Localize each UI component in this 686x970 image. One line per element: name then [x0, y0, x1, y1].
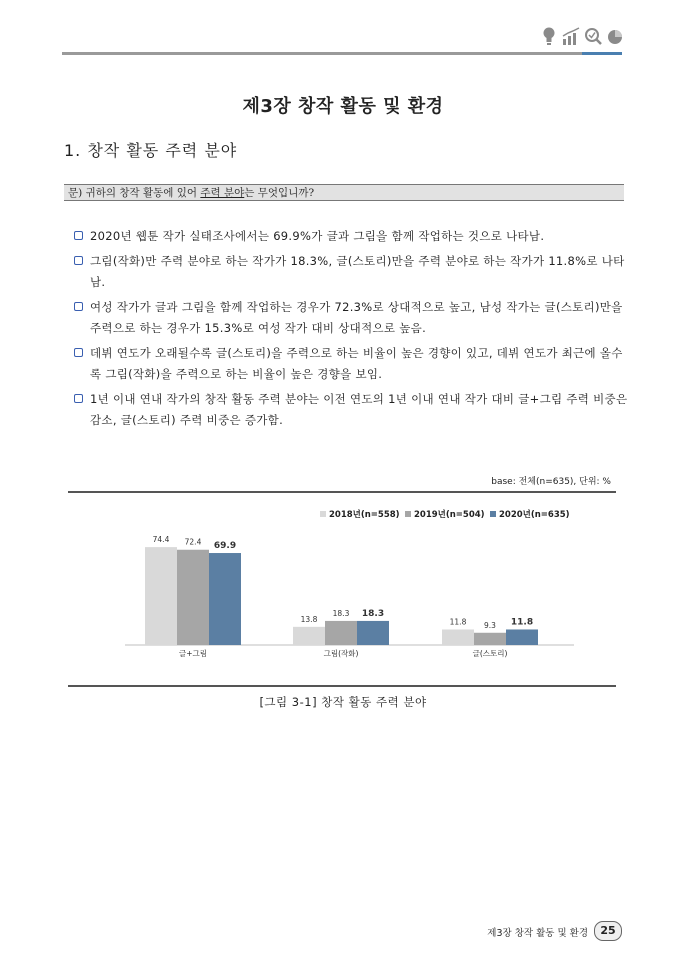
base-note: base: 전체(n=635), 단위: % — [491, 477, 611, 487]
bullet-text: 1년 이내 연내 작가의 창작 활동 주력 분야는 이전 연도의 1년 이내 연내 작가 대비 글+그림 주력 비중은 감소, 글(스토리) 주력 비중은 증가함. — [90, 392, 628, 427]
question-suffix: 는 무엇입니까? — [244, 187, 315, 199]
legend-swatch — [405, 511, 411, 517]
data-label: 11.8 — [449, 617, 467, 627]
data-label: 18.3 — [332, 608, 350, 618]
legend-label: 2019년(n=504) — [414, 510, 485, 520]
bar — [209, 553, 241, 645]
data-label: 18.3 — [361, 608, 385, 619]
legend-label: 2020년(n=635) — [499, 510, 570, 520]
footer-chapter: 제3장 창작 활동 및 환경 — [487, 928, 588, 939]
magnifier-check-icon — [584, 26, 602, 46]
legend-swatch — [320, 511, 326, 517]
data-label: 74.4 — [152, 535, 170, 545]
bullet-item — [74, 251, 629, 293]
bar — [506, 629, 538, 645]
bullet-text: 데뷔 연도가 오래될수록 글(스토리)을 주력으로 하는 비율이 높은 경향이 있고, 데뷔 연도가 최근에 올수록 그림(작화)을 주력으로 하는 비율이 높은 경향을 보임. — [90, 346, 623, 381]
figure-caption: [그림 3-1] 창작 활동 주력 분야 — [259, 695, 427, 709]
bullet-text: 그림(작화)만 주력 분야로 하는 작가가 18.3%, 글(스토리)만을 주력 분야로 하는 작가가 11.8%로 나타남. — [90, 254, 625, 289]
page-number: 25 — [594, 921, 622, 941]
question-prefix: 문) 귀하의 창작 활동에 있어 — [68, 187, 201, 199]
data-label: 72.4 — [184, 537, 202, 547]
legend-swatch — [490, 511, 496, 517]
bar — [442, 629, 474, 645]
header-rule-accent — [582, 52, 622, 55]
bar — [325, 621, 357, 645]
checkbox-square-icon — [74, 394, 83, 403]
checkbox-square-icon — [74, 231, 83, 240]
checkbox-square-icon — [74, 256, 83, 265]
pie-chart-icon — [606, 26, 624, 46]
question-box — [64, 184, 624, 201]
bar — [474, 633, 506, 645]
legend-label: 2018년(n=558) — [329, 510, 400, 520]
bullet-list — [74, 226, 629, 435]
bar — [177, 550, 209, 645]
data-label: 69.9 — [213, 541, 237, 552]
category-label: 그림(작화) — [323, 649, 359, 658]
bullet-item — [74, 297, 629, 339]
header-icons — [540, 26, 624, 46]
bar — [293, 627, 325, 645]
bar-chart-icon — [562, 26, 580, 46]
bar — [357, 621, 389, 645]
bullet-item — [74, 389, 629, 431]
section-title: 1. 창작 활동 주력 분야 — [64, 141, 238, 160]
checkbox-square-icon — [74, 302, 83, 311]
chapter-title: 제3장 창작 활동 및 환경 — [242, 96, 444, 117]
data-label: 13.8 — [300, 614, 318, 624]
bullet-text: 여성 작가가 글과 그림을 함께 작업하는 경우가 72.3%로 상대적으로 높고, 남성 작가는 글(스토리)만을 주력으로 하는 경우가 15.3%로 여성 작가 대비 상대적으로 높음. — [90, 300, 623, 335]
bullet-item — [74, 226, 629, 247]
category-label: 글(스토리) — [472, 649, 508, 658]
chart-rule-bottom — [68, 685, 616, 687]
bar — [145, 547, 177, 645]
bar-chart — [68, 493, 616, 685]
question-underlined: 주력 분야 — [200, 187, 245, 199]
bullet-text: 2020년 웹툰 작가 실태조사에서는 69.9%가 글과 그림을 함께 작업하는 것으로 나타남. — [90, 229, 545, 243]
category-label: 글+그림 — [178, 649, 208, 658]
header-rule — [62, 52, 622, 55]
data-label: 9.3 — [484, 620, 496, 630]
bullet-item — [74, 343, 629, 385]
lightbulb-icon — [540, 26, 558, 46]
data-label: 11.8 — [510, 617, 534, 628]
checkbox-square-icon — [74, 348, 83, 357]
